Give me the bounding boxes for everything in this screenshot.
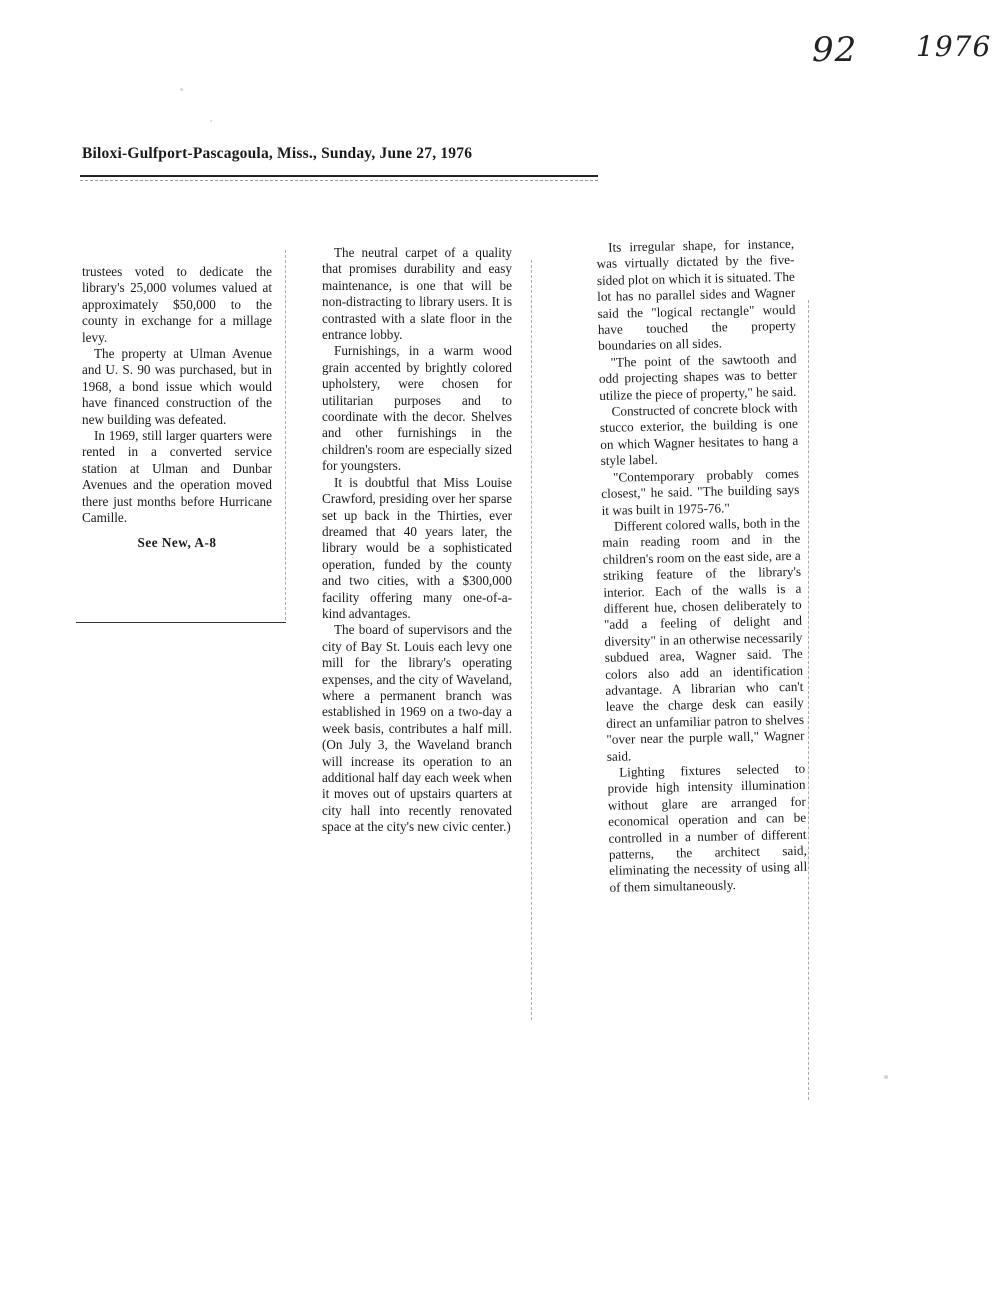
column-divider bbox=[531, 260, 533, 1020]
paragraph: The board of supervisors and the city of Bay St. Louis each levy one mill for the library's operating expenses, and the city of Waveland, where a permanent branch was established in 1969 on a two-day a week basis, contributes a half mill. (On July 3, the Waveland branch will increase its operation to an additional half day each week when it moves out of upstairs quarters at city hall into recently renovated space at the city's new civic center.) bbox=[322, 622, 512, 835]
handwritten-page-number: 92 bbox=[812, 30, 858, 70]
paragraph: Lighting fixtures selected to provide high intensity illumination without glare are arranged for economical operation and can be controlled in a number of different patterns, the architect said, eliminating the necessity of using all of them simultaneously. bbox=[607, 760, 808, 895]
column-divider bbox=[285, 250, 287, 620]
dateline-rule-dashed bbox=[80, 180, 598, 182]
scan-speck bbox=[884, 1075, 888, 1079]
paragraph: In 1969, still larger quarters were rented in a converted service station at Ulman and Dunbar Avenues and the operation moved there just months before Hurricane Camille. bbox=[82, 428, 272, 526]
paragraph: Its irregular shape, for instance, was virtually dictated by the five-sided plot on which it is situated. The lot has no parallel sides and Wagner said the "logical rectangle" would have touched the property boundaries on all sides. bbox=[596, 235, 796, 354]
paragraph: "The point of the sawtooth and odd projecting shapes was to better utilize the piece of property," he said. bbox=[598, 350, 798, 403]
article-column-2 bbox=[322, 245, 512, 836]
paragraph: Furnishings, in a warm wood grain accented by brightly colored upholstery, were chosen for utilitarian purposes and to coordinate with the decor. Shelves and other furnishings in the children's room are especially sized for youngsters. bbox=[322, 343, 512, 474]
dateline-rule bbox=[80, 175, 598, 177]
handwritten-year: 1976 bbox=[916, 30, 992, 63]
column-divider bbox=[808, 300, 810, 1100]
paragraph: Different colored walls, both in the main reading room and in the children's room on the east side, are a striking feature of the library's interior. Each of the walls is a different hue, chosen deliberately to "add a feeling of delight and diversity" in an otherwise necessarily subdued area, Wagner said. The colors also add an identification advantage. A librarian who can't leave the charge desk can easily direct an unfamiliar patron to shelves "over near the purple wall," Wagner said. bbox=[602, 514, 805, 764]
paragraph: The neutral carpet of a quality that promises durability and easy maintenance, is one that will be non-distracting to library users. It is contrasted with a slate floor in the entrance lobby. bbox=[322, 245, 512, 343]
column-end-rule bbox=[76, 622, 286, 623]
paragraph: Constructed of concrete block with stucco exterior, the building is one on which Wagner hesitates to hang a style label. bbox=[599, 399, 799, 469]
scan-speck bbox=[180, 88, 183, 91]
article-column-3 bbox=[596, 236, 808, 896]
jump-reference: See New, A-8 bbox=[137, 534, 217, 550]
scan-speck bbox=[210, 120, 212, 122]
paragraph: It is doubtful that Miss Louise Crawford, presiding over her sparse set up back in the Thirties, ever dreamed that 40 years later, the library would be a sophisticated operation, funded by the county and two cities, with a $300,000 facility offering many one-of-a-kind advantages. bbox=[322, 474, 512, 621]
paragraph: The property at Ulman Avenue and U. S. 90 was purchased, but in 1968, a bond issue which would have financed construction of the new building was defeated. bbox=[82, 346, 272, 427]
paragraph: "Contemporary probably comes closest," he said. "The building says it was built in 1975-76." bbox=[601, 465, 800, 518]
newspaper-dateline: Biloxi-Gulfport-Pascagoula, Miss., Sunday, June 27, 1976 bbox=[82, 145, 473, 162]
article-column-1 bbox=[82, 264, 272, 551]
paragraph: trustees voted to dedicate the library's 25,000 volumes valued at approximately $50,000 to the county in exchange for a millage levy. bbox=[82, 264, 272, 345]
